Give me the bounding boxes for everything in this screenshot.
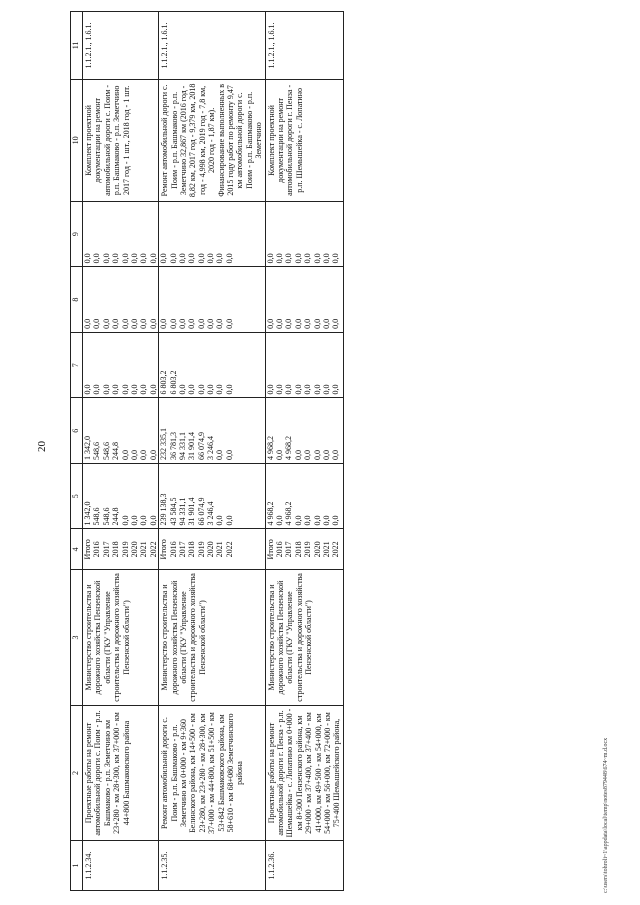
federal-funding-value: 1 342,0 xyxy=(83,435,92,460)
local-funding-value: 0,0 xyxy=(274,318,284,329)
years-list-value: 2020 xyxy=(312,541,322,558)
years-list-value: Итого xyxy=(83,539,92,560)
regional-funding-value: 0,0 xyxy=(331,384,341,395)
other-funding-value: 0,0 xyxy=(224,253,234,264)
work-description: Проектные работы на ремонт автомобильной дороги г. Пенза - р.п. Шемышейка - с. Лопатино км 0+000 - км 8+300 Пензенского района, км 29+000 - км 37+400, км 37+400 - км 41+000, км 49+500 - км 54+000, км 54+000 - км 56+000, км 72+000 - км 75+400 Шемышейского района, xyxy=(265,705,343,841)
local-funding-value: 0,0 xyxy=(196,318,206,329)
work-description: Ремонт автомобильной дороги с. Поим - р.п. Башмаково - р.п. Земетчино км 0+000 - км 9+360 Белинского района, км 14+500 - км 23+280, км 23+280 - км 28+300, км 37+000 - км 44+800, км 51+500 - км 53+842 Башмаковского района, км 58+610 - км 68+080 Земетчинского района xyxy=(159,705,265,841)
regional-funding-value: 0,0 xyxy=(92,384,102,395)
total-funding-value: 0,0 xyxy=(224,515,234,526)
regional-funding-value: 6 803,2 xyxy=(159,370,169,395)
total-funding-value: 0,0 xyxy=(274,515,284,526)
other-funding-value: 0,0 xyxy=(168,253,178,264)
other-funding-value: 0,0 xyxy=(206,253,216,264)
federal-funding-value: 0,0 xyxy=(321,449,331,460)
total-funding-value: 0,0 xyxy=(293,515,303,526)
local-funding-value: 0,0 xyxy=(206,318,216,329)
other-funding-value: 0,0 xyxy=(321,253,331,264)
total-funding-value: 0,0 xyxy=(303,515,313,526)
years-list-value: 2017 xyxy=(284,541,294,558)
local-funding-value: 0,0 xyxy=(224,318,234,329)
local-funding-value: 0,0 xyxy=(321,318,331,329)
total-funding xyxy=(83,463,159,529)
other-funding-value: 0,0 xyxy=(303,253,313,264)
local-funding-value: 0,0 xyxy=(265,318,275,329)
other-funding-value: 0,0 xyxy=(83,253,92,264)
years-list-value: 2022 xyxy=(331,541,341,558)
regional-funding-value: 0,0 xyxy=(265,384,275,395)
executor: Министерство строительства и дорожного хозяйства Пензенской области (ГКУ "Управление строительства и дорожного хозяйства Пензенской области") xyxy=(83,570,159,706)
table-row xyxy=(83,12,159,891)
total-funding xyxy=(159,463,265,529)
other-funding-value: 0,0 xyxy=(177,253,187,264)
federal-funding-value: 0,0 xyxy=(274,449,284,460)
executor: Министерство строительства и дорожного хозяйства Пензенской области (ГКУ "Управление строительства и дорожного хозяйства Пензенской области") xyxy=(265,570,343,706)
local-funding-value: 0,0 xyxy=(83,318,92,329)
total-funding-value: 0,0 xyxy=(321,515,331,526)
total-funding-value: 1 342,0 xyxy=(83,501,92,526)
total-funding-value: 0,0 xyxy=(331,515,341,526)
total-funding-value: 0,0 xyxy=(139,515,149,526)
total-funding-value: 548,6 xyxy=(101,507,111,526)
other-funding-value: 0,0 xyxy=(284,253,294,264)
expected-result: Комплект проектной документации на ремонт автомобильной дороги с. Поим - р.п. Башмаково - р.п. Земетчино 2017 год - 1 шт., 2018 год - 1 шт. xyxy=(83,79,159,201)
column-header: 11 xyxy=(71,12,83,80)
other-funding-value: 0,0 xyxy=(187,253,197,264)
regional-funding xyxy=(159,332,265,398)
local-funding-value: 0,0 xyxy=(215,318,225,329)
local-funding-value: 0,0 xyxy=(159,318,169,329)
regional-funding xyxy=(265,332,343,398)
years-list-value: 2019 xyxy=(120,541,130,558)
years-list-value: Итого xyxy=(265,539,275,560)
years-list-value: 2021 xyxy=(139,541,149,558)
other-funding-value: 0,0 xyxy=(312,253,322,264)
program-table xyxy=(70,11,344,891)
regional-funding-value: 0,0 xyxy=(303,384,313,395)
years-list xyxy=(159,529,265,570)
other-funding xyxy=(159,201,265,267)
local-funding-value: 0,0 xyxy=(284,318,294,329)
reference: 1.1.2.1., 1.6.1. xyxy=(159,12,265,80)
federal-funding-value: 548,6 xyxy=(101,441,111,460)
total-funding-value: 3 246,4 xyxy=(206,501,216,526)
total-funding-value: 0,0 xyxy=(215,515,225,526)
column-header: 6 xyxy=(71,398,83,464)
total-funding-value: 0,0 xyxy=(129,515,139,526)
other-funding-value: 0,0 xyxy=(92,253,102,264)
federal-funding xyxy=(265,398,343,464)
table-body xyxy=(83,12,344,891)
local-funding-value: 0,0 xyxy=(187,318,197,329)
other-funding-value: 0,0 xyxy=(331,253,341,264)
federal-funding-value: 0,0 xyxy=(331,449,341,460)
federal-funding-value: 0,0 xyxy=(215,449,225,460)
local-funding xyxy=(265,267,343,333)
regional-funding-value: 0,0 xyxy=(148,384,158,395)
total-funding xyxy=(265,463,343,529)
total-funding-value: 66 074,9 xyxy=(196,497,206,526)
local-funding-value: 0,0 xyxy=(120,318,130,329)
years-list-value: 2020 xyxy=(206,541,216,558)
other-funding-value: 0,0 xyxy=(159,253,169,264)
local-funding-value: 0,0 xyxy=(168,318,178,329)
years-list-value: 2019 xyxy=(196,541,206,558)
local-funding-value: 0,0 xyxy=(312,318,322,329)
federal-funding-value: 0,0 xyxy=(139,449,149,460)
federal-funding-value: 0,0 xyxy=(312,449,322,460)
regional-funding-value: 0,0 xyxy=(284,384,294,395)
years-list-value: Итого xyxy=(159,539,169,560)
column-header: 7 xyxy=(71,332,83,398)
federal-funding-value: 36 781,3 xyxy=(168,431,178,460)
local-funding-value: 0,0 xyxy=(331,318,341,329)
reference: 1.1.2.1., 1.6.1. xyxy=(265,12,343,80)
other-funding-value: 0,0 xyxy=(196,253,206,264)
other-funding-value: 0,0 xyxy=(139,253,149,264)
local-funding xyxy=(83,267,159,333)
federal-funding-value: 232 335,1 xyxy=(159,427,169,460)
other-funding-value: 0,0 xyxy=(215,253,225,264)
total-funding-value: 0,0 xyxy=(312,515,322,526)
federal-funding-value: 0,0 xyxy=(148,449,158,460)
other-funding-value: 0,0 xyxy=(101,253,111,264)
federal-funding xyxy=(159,398,265,464)
local-funding-value: 0,0 xyxy=(293,318,303,329)
column-header: 10 xyxy=(71,79,83,201)
years-list-value: 2016 xyxy=(92,541,102,558)
column-header: 2 xyxy=(71,705,83,841)
regional-funding-value: 0,0 xyxy=(206,384,216,395)
federal-funding-value: 0,0 xyxy=(303,449,313,460)
other-funding-value: 0,0 xyxy=(274,253,284,264)
years-list-value: 2018 xyxy=(187,541,197,558)
reference: 1.1.2.1., 1.6.1. xyxy=(83,12,159,80)
column-header: 5 xyxy=(71,463,83,529)
regional-funding-value: 0,0 xyxy=(177,384,187,395)
table-row xyxy=(159,12,265,891)
regional-funding-value: 0,0 xyxy=(293,384,303,395)
years-list-value: 2019 xyxy=(303,541,313,558)
other-funding-value: 0,0 xyxy=(120,253,130,264)
regional-funding-value: 0,0 xyxy=(101,384,111,395)
local-funding-value: 0,0 xyxy=(111,318,121,329)
other-funding xyxy=(83,201,159,267)
column-header: 1 xyxy=(71,841,83,891)
total-funding-value: 43 584,5 xyxy=(168,497,178,526)
federal-funding-value: 94 331,1 xyxy=(177,431,187,460)
federal-funding-value: 0,0 xyxy=(129,449,139,460)
other-funding-value: 0,0 xyxy=(293,253,303,264)
header-row xyxy=(71,12,83,891)
federal-funding-value: 0,0 xyxy=(224,449,234,460)
federal-funding xyxy=(83,398,159,464)
total-funding-value: 548,6 xyxy=(92,507,102,526)
column-header: 4 xyxy=(71,529,83,570)
years-list xyxy=(265,529,343,570)
years-list-value: 2018 xyxy=(293,541,303,558)
total-funding-value: 31 901,4 xyxy=(187,497,197,526)
regional-funding-value: 0,0 xyxy=(187,384,197,395)
column-header: 9 xyxy=(71,201,83,267)
federal-funding-value: 31 901,4 xyxy=(187,431,197,460)
regional-funding-value: 6 803,2 xyxy=(168,370,178,395)
other-funding-value: 0,0 xyxy=(111,253,121,264)
regional-funding-value: 0,0 xyxy=(224,384,234,395)
federal-funding-value: 0,0 xyxy=(293,449,303,460)
expected-result: Ремонт автомобильной дороги с. Поим - р.п. Башмаково - р.п. Земетчино 32,867 км (2016 год - 8,82 км, 2017 год - 9,379 км, 2018 год - 4,998 км, 2019 год - 7,8 км, 2020 год - 1,87 км). Финансирование выполненных в 2015 году работ по ремонту 9,47 км автомобильной дороги с. Поим - р.п. Башмаково - р.п. Земетчино xyxy=(159,79,265,201)
regional-funding-value: 0,0 xyxy=(321,384,331,395)
regional-funding-value: 0,0 xyxy=(196,384,206,395)
regional-funding xyxy=(83,332,159,398)
work-description: Проектные работы на ремонт автомобильной дороги с. Поим - р.п. Башмаково - р.п. Земетчино км 23+280 - км 28+300, км 37+000 - км 44+800 Башмаковского района xyxy=(83,705,159,841)
federal-funding-value: 244,8 xyxy=(111,441,121,460)
other-funding-value: 0,0 xyxy=(265,253,275,264)
row-id: 1.1.2.34. xyxy=(83,841,159,891)
rotated-table-container xyxy=(70,11,610,891)
years-list-value: 2021 xyxy=(215,541,225,558)
years-list-value: 2017 xyxy=(101,541,111,558)
other-funding xyxy=(265,201,343,267)
federal-funding-value: 4 968,2 xyxy=(265,435,275,460)
local-funding-value: 0,0 xyxy=(92,318,102,329)
years-list xyxy=(83,529,159,570)
row-id: 1.1.2.35. xyxy=(159,841,265,891)
regional-funding-value: 0,0 xyxy=(120,384,130,395)
regional-funding-value: 0,0 xyxy=(129,384,139,395)
local-funding-value: 0,0 xyxy=(303,318,313,329)
years-list-value: 2018 xyxy=(111,541,121,558)
years-list-value: 2022 xyxy=(148,541,158,558)
federal-funding-value: 4 968,2 xyxy=(284,435,294,460)
other-funding-value: 0,0 xyxy=(148,253,158,264)
total-funding-value: 0,0 xyxy=(148,515,158,526)
executor: Министерство строительства и дорожного хозяйства Пензенской области (ГКУ "Управление строительства и дорожного хозяйства Пензенской области") xyxy=(159,570,265,706)
total-funding-value: 94 331,1 xyxy=(177,497,187,526)
regional-funding-value: 0,0 xyxy=(111,384,121,395)
federal-funding-value: 3 246,4 xyxy=(206,435,216,460)
total-funding-value: 0,0 xyxy=(120,515,130,526)
local-funding-value: 0,0 xyxy=(148,318,158,329)
federal-funding-value: 0,0 xyxy=(120,449,130,460)
regional-funding-value: 0,0 xyxy=(312,384,322,395)
local-funding-value: 0,0 xyxy=(101,318,111,329)
local-funding-value: 0,0 xyxy=(129,318,139,329)
local-funding-value: 0,0 xyxy=(177,318,187,329)
row-id: 1.1.2.36. xyxy=(265,841,343,891)
expected-result: Комплект проектной документации на ремонт автомобильной дороги г. Пенза - р.п. Шемышейка - с. Лопатино xyxy=(265,79,343,201)
years-list-value: 2020 xyxy=(129,541,139,558)
years-list-value: 2016 xyxy=(168,541,178,558)
total-funding-value: 244,8 xyxy=(111,507,121,526)
federal-funding-value: 548,6 xyxy=(92,441,102,460)
total-funding-value: 4 968,2 xyxy=(284,501,294,526)
years-list-value: 2022 xyxy=(224,541,234,558)
regional-funding-value: 0,0 xyxy=(215,384,225,395)
years-list-value: 2017 xyxy=(177,541,187,558)
local-funding-value: 0,0 xyxy=(139,318,149,329)
footer-file-path: c:\users\tohroli~1\appdata\local\temp\notes879448\674~m.d.ocx xyxy=(603,737,609,893)
regional-funding-value: 0,0 xyxy=(274,384,284,395)
federal-funding-value: 66 074,9 xyxy=(196,431,206,460)
local-funding xyxy=(159,267,265,333)
total-funding-value: 4 968,2 xyxy=(265,501,275,526)
table-row xyxy=(265,12,343,891)
years-list-value: 2016 xyxy=(274,541,284,558)
regional-funding-value: 0,0 xyxy=(139,384,149,395)
total-funding-value: 239 138,3 xyxy=(159,493,169,526)
column-header: 3 xyxy=(71,570,83,706)
column-header: 8 xyxy=(71,267,83,333)
regional-funding-value: 0,0 xyxy=(83,384,92,395)
page-number: 20 xyxy=(36,441,48,452)
other-funding-value: 0,0 xyxy=(129,253,139,264)
years-list-value: 2021 xyxy=(321,541,331,558)
